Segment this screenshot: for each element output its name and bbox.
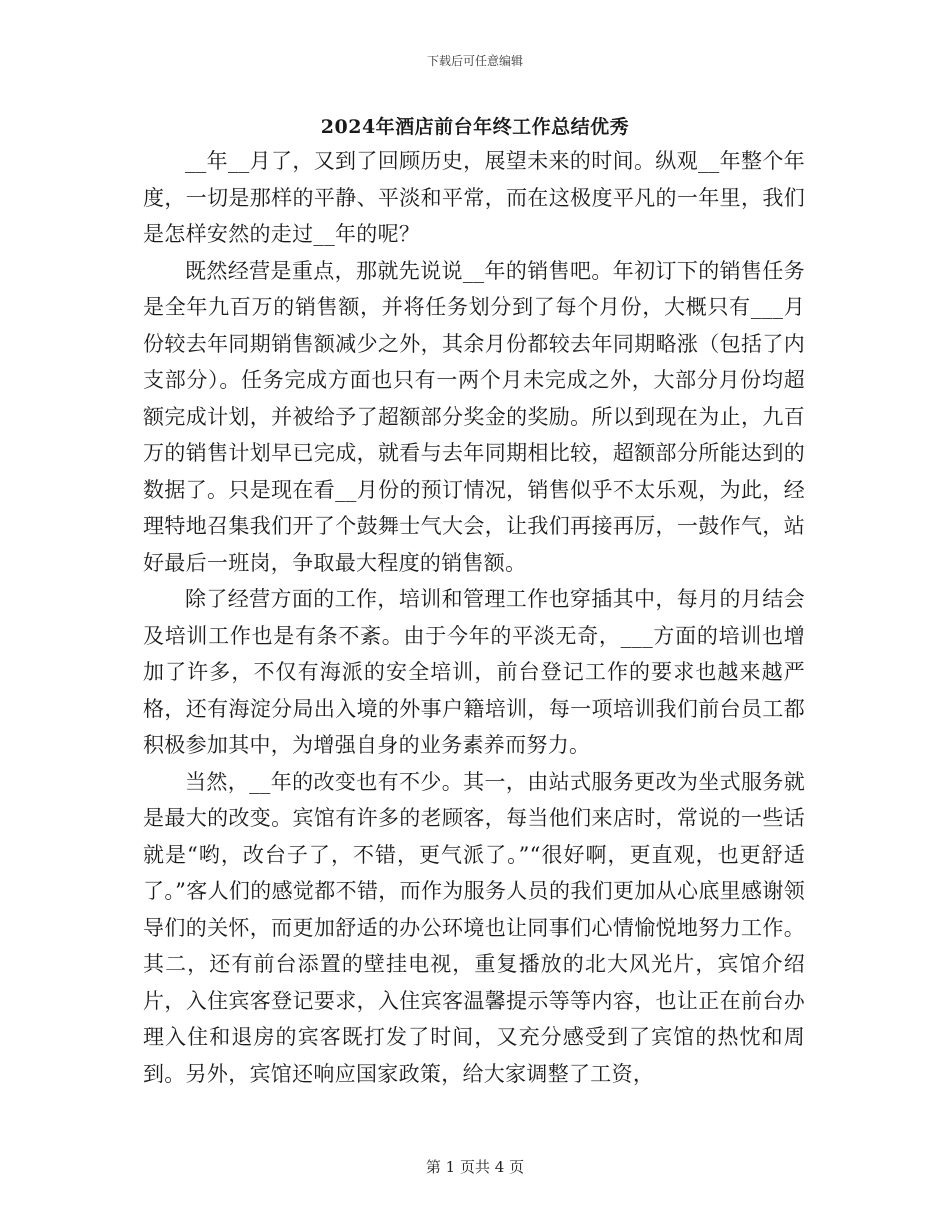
paragraph-1: __年__月了，又到了回顾历史，展望未来的时间。纵观__年整个年度，一切是那样的平静、平淡和平常，而在这极度平凡的一年里，我们是怎样安然的走过__年的呢？ <box>143 149 805 246</box>
document-title: 2024年酒店前台年终工作总结优秀 <box>320 116 630 138</box>
paragraph-3: 除了经营方面的工作，培训和管理工作也穿插其中，每月的月结会及培训工作也是有条不紊。由于今年的平淡无奇，___方面的培训也增加了许多，不仅有海派的安全培训，前台登记工作的要求也越来越严格，还有海淀分局出入境的外事户籍培训，每一项培训我们前台员工都积极参加其中，为增强自身的业务素养而努力。 <box>143 587 805 757</box>
document-body <box>143 143 805 1092</box>
paragraph-4: 当然，__年的改变也有不少。其一，由站式服务更改为坐式服务就是最大的改变。宾馆有许多的老顾客，每当他们来店时，常说的一些话就是“哟，改台子了，不错，更气派了。”“很好啊，更直观，也更舒适了。”客人们的感觉都不错，而作为服务人员的我们更加从心底里感谢领导们的关怀，而更加舒适的办公环境也让同事们心情愉悦地努力工作。其二，还有前台添置的壁挂电视，重复播放的北大风光片，宾馆介绍片，入住宾客登记要求，入住宾客温馨提示等等内容，也让正在前台办理入住和退房的宾客既打发了时间，又充分感受到了宾馆的热忱和周到。另外，宾馆还响应国家政策，给大家调整了工资， <box>143 769 805 1086</box>
header-note: 下载后可任意编辑 <box>426 54 523 68</box>
paragraph-2: 既然经营是重点，那就先说说__年的销售吧。年初订下的销售任务是全年九百万的销售额，并将任务划分到了每个月份，大概只有___月份较去年同期销售额减少之外，其余月份都较去年同期略涨（包括了内支部分）。任务完成方面也只有一两个月未完成之外，大部分月份均超额完成计划，并被给予了超额部分奖金的奖励。所以到现在为止，九百万的销售计划早已完成，就看与去年同期相比较，超额部分所能达到的数据了。只是现在看__月份的预订情况，销售似乎不太乐观，为此，经理特地召集我们开了个鼓舞士气大会，让我们再接再厉，一鼓作气，站好最后一班岗，争取最大程度的销售额。 <box>143 258 805 575</box>
page-footer: 第 1 页共 4 页 <box>425 1158 525 1176</box>
